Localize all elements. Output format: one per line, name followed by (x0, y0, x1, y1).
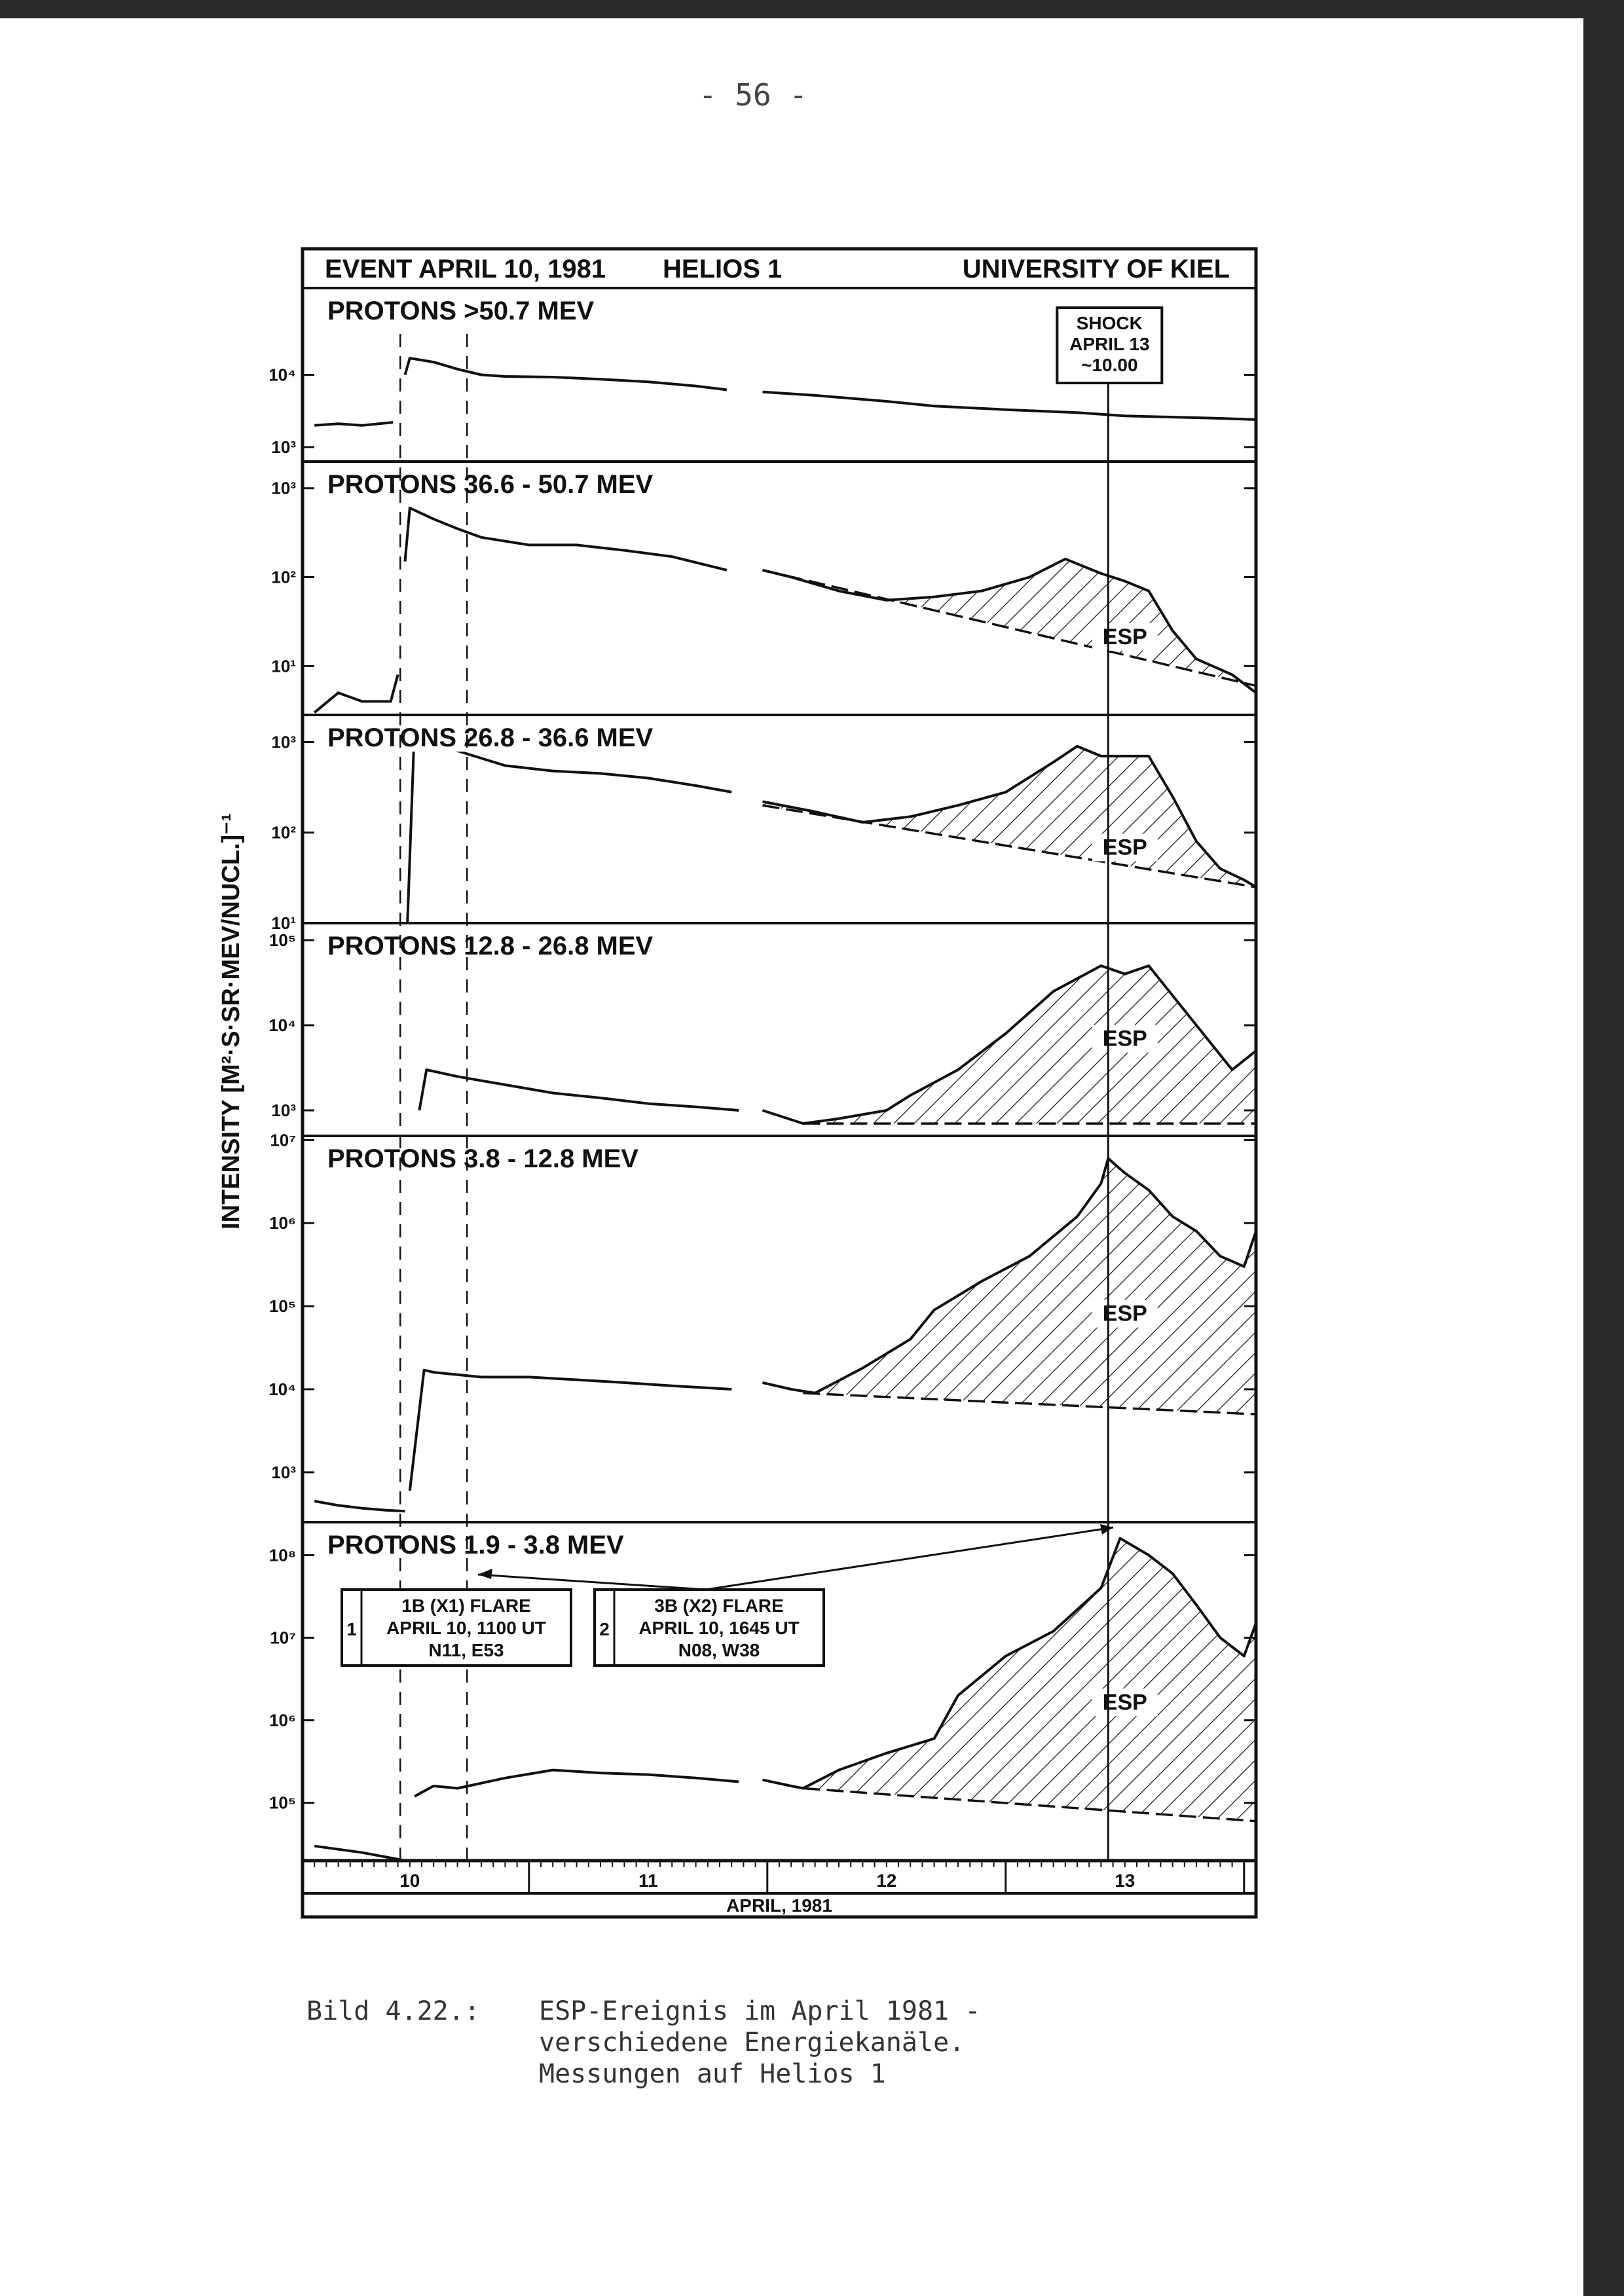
shock-label-line: APRIL 13 (1069, 334, 1150, 354)
x-tick-label: 12 (876, 1870, 897, 1891)
y-tick-label: 10³ (271, 437, 296, 457)
flare-box-line: APRIL 10, 1645 UT (638, 1618, 800, 1638)
flare-box-line: 1B (X1) FLARE (401, 1595, 531, 1616)
y-tick-label: 10⁸ (268, 1545, 296, 1565)
esp-hatched-region (803, 966, 1256, 1123)
intensity-series (405, 508, 727, 570)
header-institution: UNIVERSITY OF KIEL (962, 255, 1230, 283)
esp-hatched-region (803, 1539, 1256, 1821)
panel-title: PROTONS >50.7 MEV (327, 297, 595, 325)
shock-arrow (706, 1527, 1113, 1590)
y-tick-label: 10⁶ (269, 1710, 296, 1730)
flare-box-line: N11, E53 (428, 1640, 504, 1660)
caption-label: Bild 4.22.: (306, 1996, 480, 2026)
y-tick-label: 10³ (271, 1462, 296, 1482)
panel-title: PROTONS 1.9 - 3.8 MEV (327, 1531, 624, 1559)
esp-label: ESP (1102, 624, 1147, 649)
y-tick-label: 10⁷ (270, 1130, 296, 1150)
page-number: - 56 - (698, 77, 808, 113)
x-axis-label: APRIL, 1981 (726, 1895, 832, 1916)
y-tick-label: 10⁴ (268, 1015, 296, 1035)
intensity-series (415, 1770, 739, 1796)
panel-title: PROTONS 36.6 - 50.7 MEV (327, 470, 654, 499)
y-tick-label: 10³ (271, 732, 296, 752)
x-tick-label: 11 (638, 1870, 658, 1891)
figure-caption (306, 1995, 980, 2090)
y-tick-label: 10² (271, 567, 296, 587)
esp-label: ESP (1102, 835, 1147, 860)
y-tick-label: 10⁴ (268, 1379, 296, 1399)
y-tick-label: 10⁵ (268, 1296, 296, 1317)
intensity-series (410, 1370, 731, 1491)
x-tick-label: 13 (1115, 1870, 1135, 1891)
caption-line: Messungen auf Helios 1 (539, 2059, 886, 2089)
shock-label-line: SHOCK (1076, 313, 1143, 333)
intensity-series (763, 392, 1257, 420)
esp-label: ESP (1102, 1026, 1147, 1051)
y-tick-label: 10⁷ (270, 1628, 296, 1648)
caption-line: ESP-Ereignis im April 1981 - (539, 1996, 981, 2026)
y-tick-label: 10³ (271, 1101, 296, 1120)
x-tick-label: 10 (399, 1870, 420, 1891)
y-axis-label: INTENSITY [M²·S·SR·MEV/NUCL.]⁻¹ (217, 813, 245, 1230)
flare-box-number: 1 (346, 1619, 357, 1639)
intensity-series (314, 1846, 405, 1861)
y-tick-label: 10¹ (271, 656, 296, 676)
flare-box-number: 2 (599, 1619, 610, 1639)
y-tick-label: 10⁶ (269, 1213, 296, 1233)
panel-title: PROTONS 12.8 - 26.8 MEV (327, 932, 654, 960)
flare-box-line: APRIL 10, 1100 UT (386, 1618, 546, 1638)
intensity-series (314, 422, 393, 426)
intensity-series (314, 1501, 405, 1511)
arrowhead-icon (1100, 1524, 1113, 1535)
arrowhead-icon (478, 1569, 492, 1579)
flare-box-line: N08, W38 (678, 1640, 760, 1660)
y-tick-label: 10² (271, 822, 296, 843)
y-tick-label: 10⁵ (268, 930, 296, 950)
esp-hatched-region (803, 1158, 1256, 1414)
header-event: EVENT APRIL 10, 1981 (325, 255, 606, 283)
flare-box-line: 3B (X2) FLARE (654, 1595, 784, 1616)
esp-hatched-region (763, 559, 1256, 686)
intensity-series (407, 726, 731, 923)
intensity-series (314, 675, 397, 713)
y-tick-label: 10¹ (271, 913, 296, 933)
panel-title: PROTONS 3.8 - 12.8 MEV (327, 1144, 638, 1173)
y-tick-label: 10⁴ (268, 365, 296, 385)
esp-label: ESP (1102, 1690, 1147, 1715)
y-tick-label: 10³ (271, 478, 296, 498)
shock-label-line: ~10.00 (1081, 355, 1138, 375)
caption-text (539, 1995, 980, 2090)
flare-arrow (478, 1575, 706, 1590)
panel-title: PROTONS 26.8 - 36.6 MEV (327, 723, 654, 752)
esp-label: ESP (1102, 1301, 1147, 1326)
y-tick-label: 10⁵ (268, 1793, 296, 1813)
header-spacecraft: HELIOS 1 (663, 255, 783, 283)
intensity-series (405, 358, 727, 390)
caption-line: verschiedene Energiekanäle. (539, 2028, 965, 2058)
